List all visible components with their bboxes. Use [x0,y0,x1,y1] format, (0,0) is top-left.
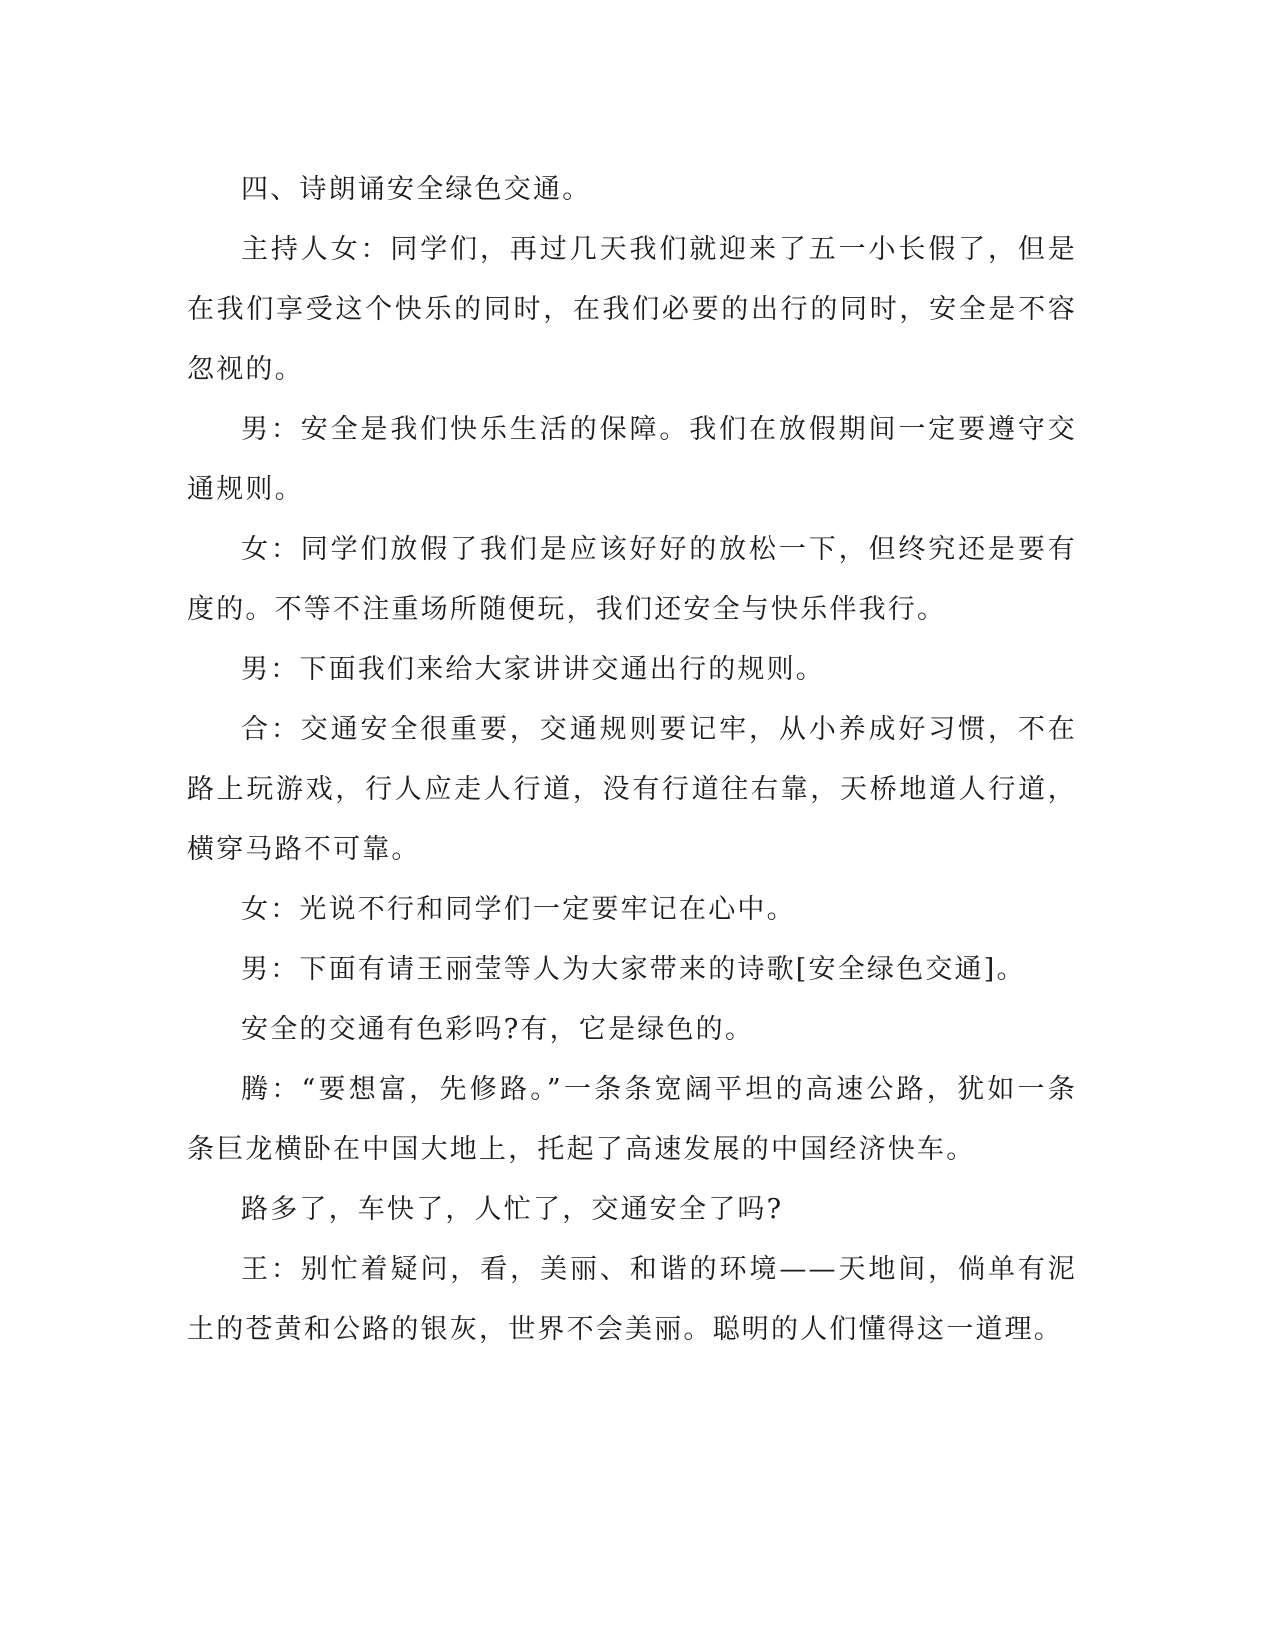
document-body [187,160,1077,1360]
paragraph: 路多了，车快了，人忙了，交通安全了吗? [241,1194,784,1225]
paragraph: 主持人女：同学们，再过几天我们就迎来了五一小长假了，但是在我们享受这个快乐的同时，在我们必要的出行的同时，安全是不容忽视的。 [187,234,1077,385]
paragraph: 男：下面有请王丽莹等人为大家带来的诗歌[安全绿色交通]。 [241,954,1026,985]
paragraph: 合：交通安全很重要，交通规则要记牢，从小养成好习惯，不在路上玩游戏，行人应走人行道，没有行道往右靠，天桥地道人行道，横穿马路不可靠。 [187,714,1077,865]
paragraph: 王：别忙着疑问，看，美丽、和谐的环境——天地间，倘单有泥土的苍黄和公路的银灰，世界不会美丽。聪明的人们懂得这一道理。 [187,1254,1077,1345]
paragraph: 男：下面我们来给大家讲讲交通出行的规则。 [241,654,825,685]
paragraph: 腾：“要想富，先修路。”一条条宽阔平坦的高速公路，犹如一条条巨龙横卧在中国大地上，托起了高速发展的中国经济快车。 [187,1074,1077,1165]
paragraph: 女：同学们放假了我们是应该好好的放松一下，但终究还是要有度的。不等不注重场所随便玩，我们还安全与快乐伴我行。 [187,534,1077,625]
section-heading: 四、诗朗诵安全绿色交通。 [241,174,592,205]
paragraph: 安全的交通有色彩吗?有，它是绿色的。 [241,1014,755,1045]
paragraph: 女：光说不行和同学们一定要牢记在心中。 [241,894,796,925]
paragraph: 男：安全是我们快乐生活的保障。我们在放假期间一定要遵守交通规则。 [187,414,1077,505]
